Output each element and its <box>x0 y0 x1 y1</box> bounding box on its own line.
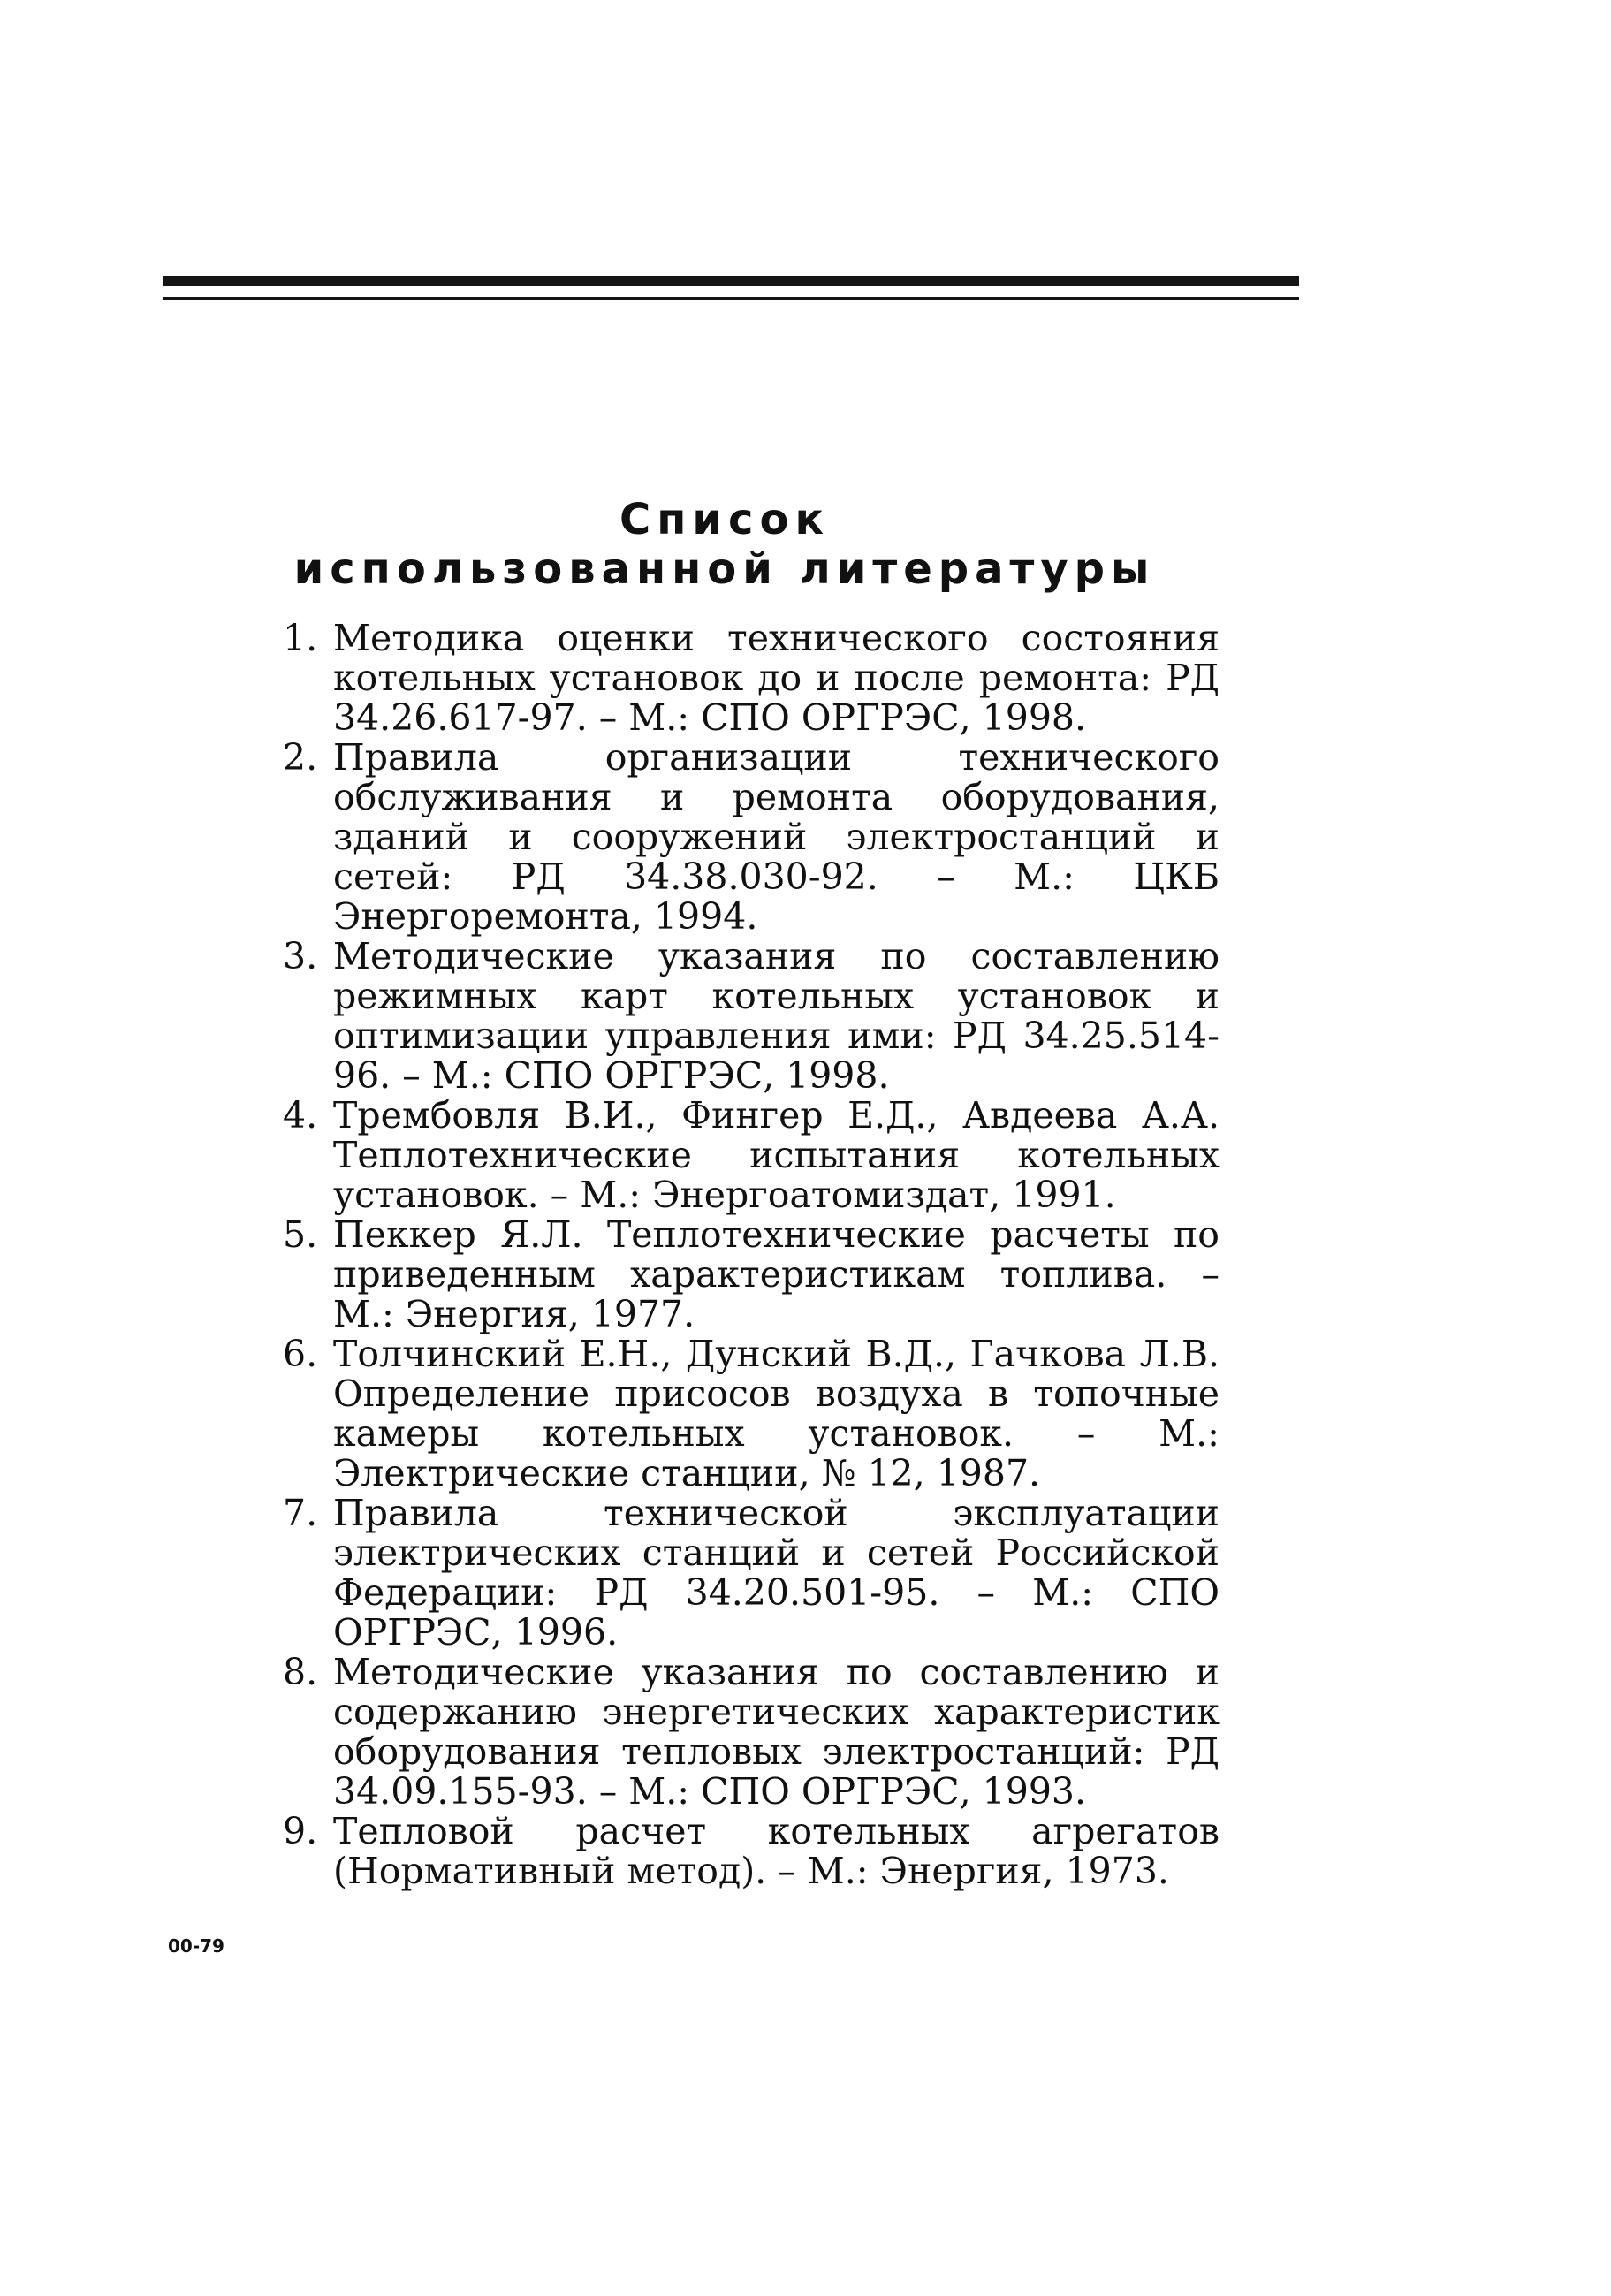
page-stamp: 00-79 <box>168 1935 224 1957</box>
reference-text: Методические указания по составлению режимных карт котельных установок и оптимизации управления ими: РД 34.25.514-96. – М.: СПО ОРГРЭС, 1998. <box>333 935 1220 1097</box>
reference-item <box>283 1215 1220 1334</box>
reference-number: 5. <box>283 1213 318 1256</box>
reference-text: Толчинский Е.Н., Дунский В.Д., Гачкова Л.В. Определение присосов воздуха в топочные камеры котельных установок. – М.: Электрические станции, № 12, 1987. <box>333 1333 1220 1494</box>
reference-number: 1. <box>283 617 318 659</box>
reference-text: Тепловой расчет котельных агрегатов (Нормативный метод). – М.: Энергия, 1973. <box>333 1810 1220 1892</box>
header-rule-thick <box>163 276 1299 286</box>
reference-text: Правила организации технического обслуживания и ремонта оборудования, зданий и сооружений электростанций и сетей: РД 34.38.030-92. – М.: ЦКБ Энергоремонта, 1994. <box>333 736 1220 938</box>
reference-number: 3. <box>283 935 318 977</box>
references-list <box>283 619 1220 1891</box>
reference-item <box>283 1334 1220 1494</box>
reference-number: 7. <box>283 1492 318 1534</box>
reference-item <box>283 1096 1220 1215</box>
reference-text: Методика оценки технического состояния котельных установок до и после ремонта: РД 34.26.617-97. – М.: СПО ОРГРЭС, 1998. <box>333 617 1220 739</box>
reference-item <box>283 1812 1220 1891</box>
reference-text: Правила технической эксплуатации электрических станций и сетей Российской Федерации: РД 34.20.501-95. – М.: СПО ОРГРЭС, 1996. <box>333 1492 1220 1654</box>
title-line-1: Список <box>619 495 831 544</box>
reference-item <box>283 619 1220 738</box>
reference-item <box>283 738 1220 937</box>
reference-item <box>283 937 1220 1096</box>
reference-text: Трембовля В.И., Фингер Е.Д., Авдеева А.А. Теплотехнические испытания котельных установок. – М.: Энергоатомиздат, 1991. <box>333 1094 1220 1216</box>
title-line-2: использованной литературы <box>293 544 1156 594</box>
reference-item <box>283 1653 1220 1812</box>
header-rule-thin <box>163 297 1299 300</box>
reference-number: 6. <box>283 1333 318 1375</box>
reference-number: 2. <box>283 736 318 779</box>
reference-text: Методические указания по составлению и содержанию энергетических характеристик оборудования тепловых электростанций: РД 34.09.155-93. – М.: СПО ОРГРЭС, 1993. <box>333 1651 1220 1813</box>
reference-number: 4. <box>283 1094 318 1137</box>
page-title <box>283 495 1166 594</box>
reference-item <box>283 1494 1220 1653</box>
reference-text: Пеккер Я.Л. Теплотехнические расчеты по приведенным характеристикам топлива. – М.: Энергия, 1977. <box>333 1213 1220 1335</box>
reference-number: 9. <box>283 1810 318 1852</box>
reference-number: 8. <box>283 1651 318 1693</box>
